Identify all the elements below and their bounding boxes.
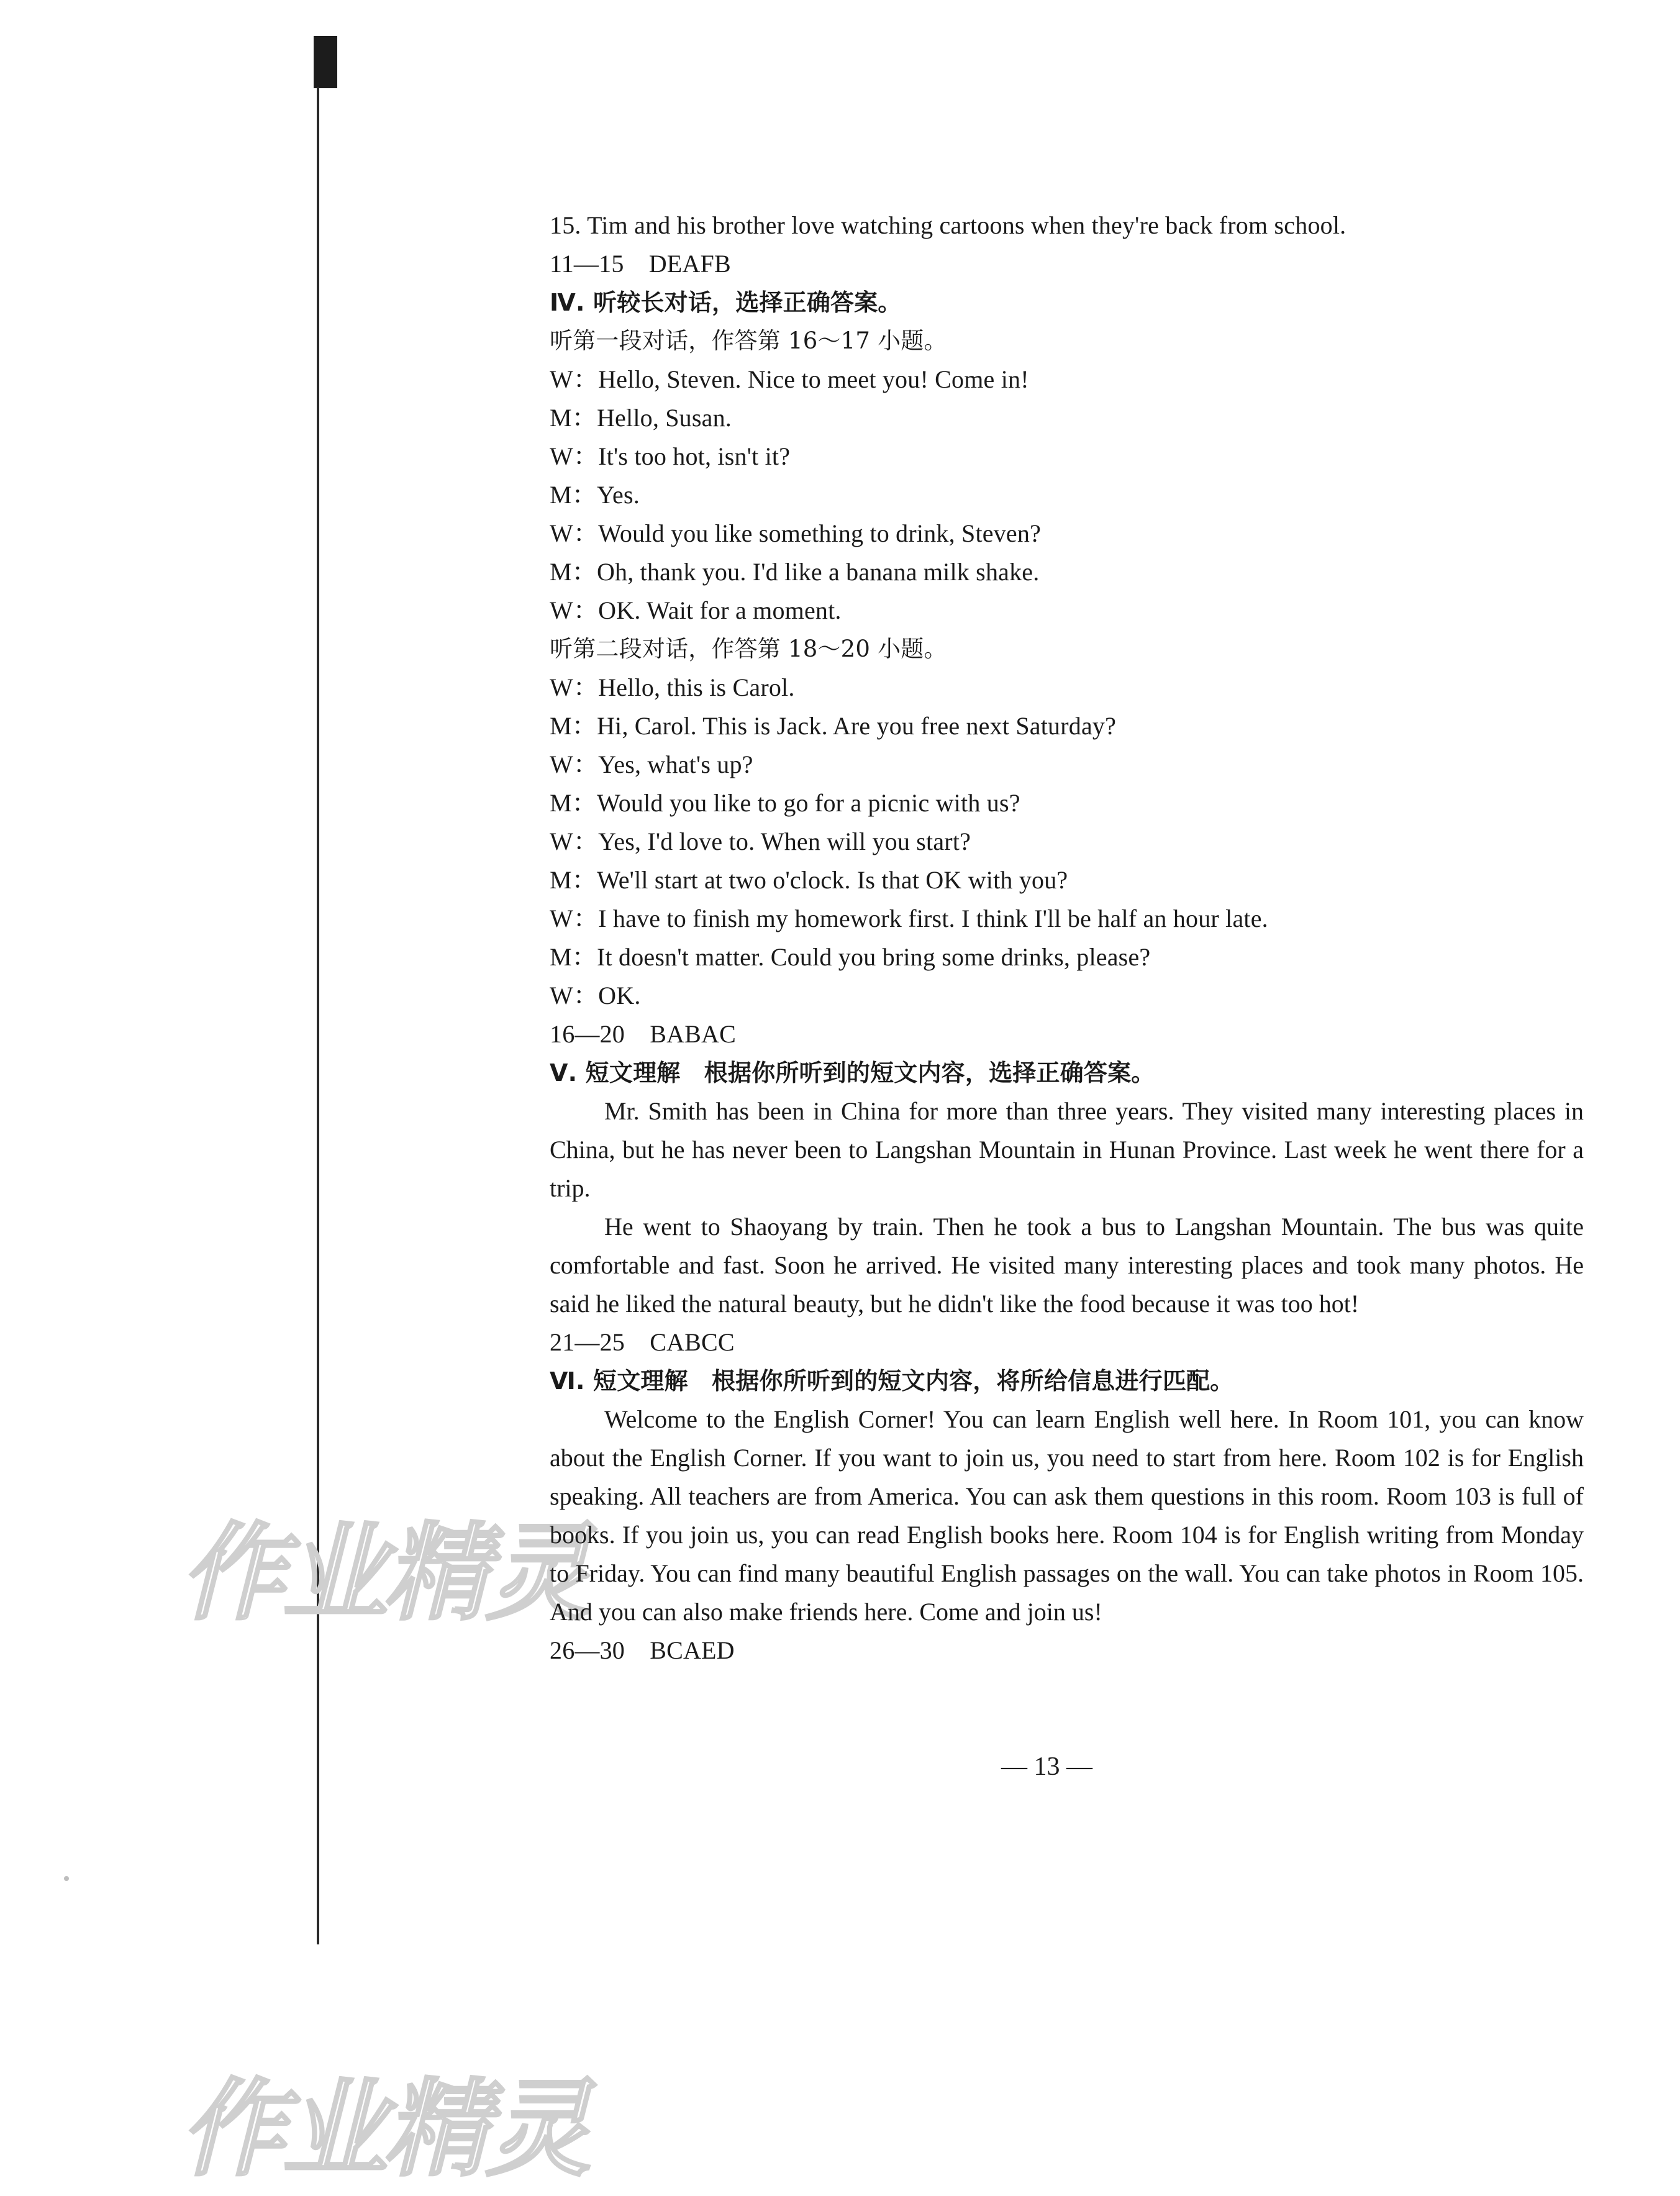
passage-paragraph: Mr. Smith has been in China for more than three years. They visited many interesting places in China, but he has never been to Langshan Mountain in Hunan Province. Last week he went there for a trip. xyxy=(550,1097,1584,1202)
dialog-line: W：OK. xyxy=(550,982,641,1009)
dialog-2-intro: 听第二段对话，作答第 18～20 小题。 xyxy=(550,636,947,662)
question-15-transcript: 15. Tim and his brother love watching cartoons when they're back from school. xyxy=(550,211,1346,239)
dialog-line: M：Yes. xyxy=(550,481,640,509)
answers-21-25: 21—25 CABCC xyxy=(550,1328,735,1356)
answers-26-30: 26—30 BCAED xyxy=(550,1636,735,1664)
dialog-line: W：Hello, Steven. Nice to meet you! Come in! xyxy=(550,365,1029,393)
section-6-heading: Ⅵ. 短文理解 根据你所听到的短文内容，将所给信息进行匹配。 xyxy=(550,1367,1234,1395)
dialog-line: W：Hello, this is Carol. xyxy=(550,673,795,701)
dialog-1-intro: 听第一段对话，作答第 16～17 小题。 xyxy=(550,327,947,354)
watermark-logo-bottom: 作业精灵 xyxy=(180,2068,588,2191)
dialog-line: M：Oh, thank you. I'd like a banana milk shake. xyxy=(550,558,1040,586)
dialog-line: M：It doesn't matter. Could you bring some drinks, please? xyxy=(550,943,1151,971)
dialog-line: M：Hello, Susan. xyxy=(550,404,732,432)
dialog-line: W：OK. Wait for a moment. xyxy=(550,596,842,624)
document-body xyxy=(550,206,1584,1670)
passage-paragraph: He went to Shaoyang by train. Then he took a bus to Langshan Mountain. The bus was quite comfortable and fast. Soon he arrived. He visited many interesting places and took many photos. He said he liked the natural beauty, but he didn't like the food because it was too hot! xyxy=(550,1213,1584,1318)
binding-bar xyxy=(314,36,337,88)
dialog-line: M：Would you like to go for a picnic with us? xyxy=(550,789,1020,817)
dialog-line: W：Yes, what's up? xyxy=(550,750,753,778)
watermark-logo: 作业精灵 xyxy=(180,1512,588,1635)
speck xyxy=(64,1876,69,1881)
page-number: — 13 — xyxy=(1001,1752,1092,1781)
section-4-heading: Ⅳ. 听较长对话，选择正确答案。 xyxy=(550,289,902,316)
dialog-line: M：We'll start at two o'clock. Is that OK with you? xyxy=(550,866,1068,894)
answers-16-20: 16—20 BABAC xyxy=(550,1020,737,1048)
dialog-line: M：Hi, Carol. This is Jack. Are you free next Saturday? xyxy=(550,712,1117,740)
passage-paragraph: Welcome to the English Corner! You can learn English well here. In Room 101, you can know about the English Corner. If you want to join us, you need to start from here. Room 102 is for English speaking. All teachers are from America. You can ask them questions in this room. Room 103 is full of books. If you join us, you can read English books here. Room 104 is for English writing from Monday to Friday. You can find many beautiful English passages on the wall. You can take photos in Room 105. And you can also make friends here. Come and join us! xyxy=(550,1405,1584,1626)
binding-line xyxy=(317,87,319,1944)
dialog-line: W：Yes, I'd love to. When will you start? xyxy=(550,827,971,855)
dialog-line: W：Would you like something to drink, Steven? xyxy=(550,519,1042,547)
answers-11-15: 11—15 DEAFB xyxy=(550,250,731,278)
dialog-line: W：I have to finish my homework first. I think I'll be half an hour late. xyxy=(550,904,1268,932)
dialog-line: W：It's too hot, isn't it? xyxy=(550,442,791,470)
section-5-heading: Ⅴ. 短文理解 根据你所听到的短文内容，选择正确答案。 xyxy=(550,1059,1155,1087)
